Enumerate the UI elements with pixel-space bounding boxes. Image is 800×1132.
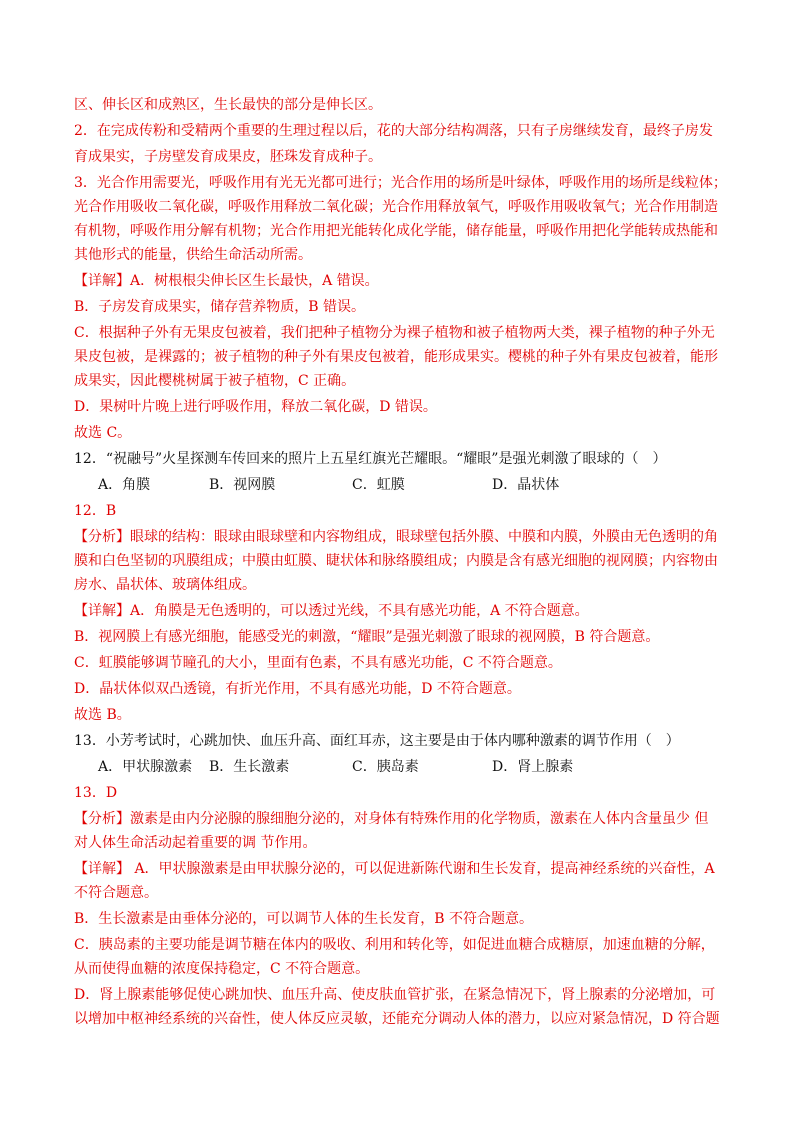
- text-line: B．子房发育成果实，储存营养物质，B 错误。: [74, 299, 366, 315]
- text-line: 膜和白色坚韧的巩膜组成；中膜由虹膜、睫状体和脉络膜组成；内膜是含有感光细胞的视网膜；内容物由: [74, 553, 718, 569]
- text-line: C．虹膜能够调节瞳孔的大小，里面有色素，不具有感光功能，C 不符合题意。: [74, 655, 562, 671]
- text-line: 光合作用吸收二氧化碳，呼吸作用释放二氧化碳；光合作用释放氧气，呼吸作用吸收氧气；光合作用制造: [74, 199, 718, 215]
- text-line: 【分析】激素是由内分泌腺的腺细胞分泌的，对身体有特殊作用的化学物质，激素在人体内含量虽少 但: [74, 811, 709, 827]
- text-line: 育成果实，子房壁发育成果皮，胚珠发育成种子。: [74, 149, 382, 165]
- text-line: 【详解】A．角膜是无色透明的，可以透过光线，不具有感光功能，A 不符合题意。: [74, 603, 589, 619]
- option-b: B．生长激素: [209, 759, 290, 775]
- text-line: 故选 B。: [74, 707, 131, 723]
- text-line: 其他形式的能量，供给生命活动所需。: [74, 247, 312, 263]
- text-line: 从而使得血糖的浓度保持稳定，C 不符合题意。: [74, 961, 370, 977]
- option-a: A．甲状腺激素: [98, 759, 193, 775]
- option-b: B．视网膜: [209, 477, 276, 493]
- text-line: 果皮包被，是裸露的；被子植物的种子外有果皮包被着，能形成果实。樱桃的种子外有果皮包被着，能形: [74, 349, 718, 365]
- text-line: 以增加中枢神经系统的兴奋性，使人体反应灵敏，还能充分调动人体的潜力，以应对紧急情况，D 符合题: [74, 1011, 720, 1027]
- text-line: 【详解】 A．甲状腺激素是由甲状腺分泌的，可以促进新陈代谢和生长发育，提高神经系统的兴奋性，A: [74, 861, 715, 877]
- option-d: D．肾上腺素: [492, 759, 574, 775]
- option-a: A．角膜: [98, 477, 151, 493]
- text-line: 对人体生命活动起着重要的调 节作用。: [74, 835, 317, 851]
- option-c: C．胰岛素: [352, 759, 419, 775]
- text-line: D．肾上腺素能够促使心跳加快、血压升高、使皮肤血管扩张，在紧急情况下，肾上腺素的分泌增加，可: [74, 987, 716, 1003]
- question-12: 12．“祝融号”火星探测车传回来的照片上五星红旗光芒耀眼。“耀眼”是强光刺激了眼球的（ ）: [74, 451, 667, 467]
- text-line: 有机物，呼吸作用分解有机物；光合作用把光能转化成化学能，储存能量，呼吸作用把化学能转成热能和: [74, 223, 718, 239]
- text-line: B．视网膜上有感光细胞，能感受光的刺激，“耀眼”是强光刺激了眼球的视网膜，B 符合题意。: [74, 629, 660, 645]
- text-line: 【详解】A．树根根尖伸长区生长最快，A 错误。: [74, 273, 379, 289]
- text-line: D．晶状体似双凸透镜，有折光作用，不具有感光功能，D 不符合题意。: [74, 681, 521, 697]
- answer-12: 12．B: [74, 503, 117, 519]
- text-line: 房水、晶状体、玻璃体组成。: [74, 577, 256, 593]
- text-line: 成果实，因此樱桃树属于被子植物，C 正确。: [74, 373, 356, 389]
- text-line: 区、伸长区和成熟区，生长最快的部分是伸长区。: [74, 97, 382, 113]
- answer-13: 13．D: [74, 785, 118, 801]
- text-line: 故选 C。: [74, 425, 132, 441]
- text-line: 2．在完成传粉和受精两个重要的生理过程以后，花的大部分结构凋落，只有子房继续发育，最终子房发: [74, 123, 713, 139]
- text-line: 3．光合作用需要光，呼吸作用有光无光都可进行；光合作用的场所是叶绿体，呼吸作用的场所是线粒体；: [74, 175, 727, 191]
- text-line: D．果树叶片晚上进行呼吸作用，释放二氧化碳，D 错误。: [74, 399, 437, 415]
- text-line: C．根据种子外有无果皮包被着，我们把种子植物分为裸子植物和被子植物两大类，裸子植物的种子外无: [74, 325, 715, 341]
- text-line: C．胰岛素的主要功能是调节糖在体内的吸收、利用和转化等，如促进血糖合成糖原，加速血糖的分解，: [74, 937, 715, 953]
- text-line: 不符合题意。: [74, 885, 158, 901]
- option-d: D．晶状体: [492, 477, 560, 493]
- option-c: C．虹膜: [352, 477, 405, 493]
- text-line: 【分析】眼球的结构：眼球由眼球壁和内容物组成，眼球壁包括外膜、中膜和内膜，外膜由无色透明的角: [74, 529, 718, 545]
- text-line: B．生长激素是由垂体分泌的，可以调节人体的生长发育，B 不符合题意。: [74, 911, 534, 927]
- question-13: 13．小芳考试时，心跳加快、血压升高、面红耳赤，这主要是由于体内哪种激素的调节作用（ ）: [74, 733, 680, 749]
